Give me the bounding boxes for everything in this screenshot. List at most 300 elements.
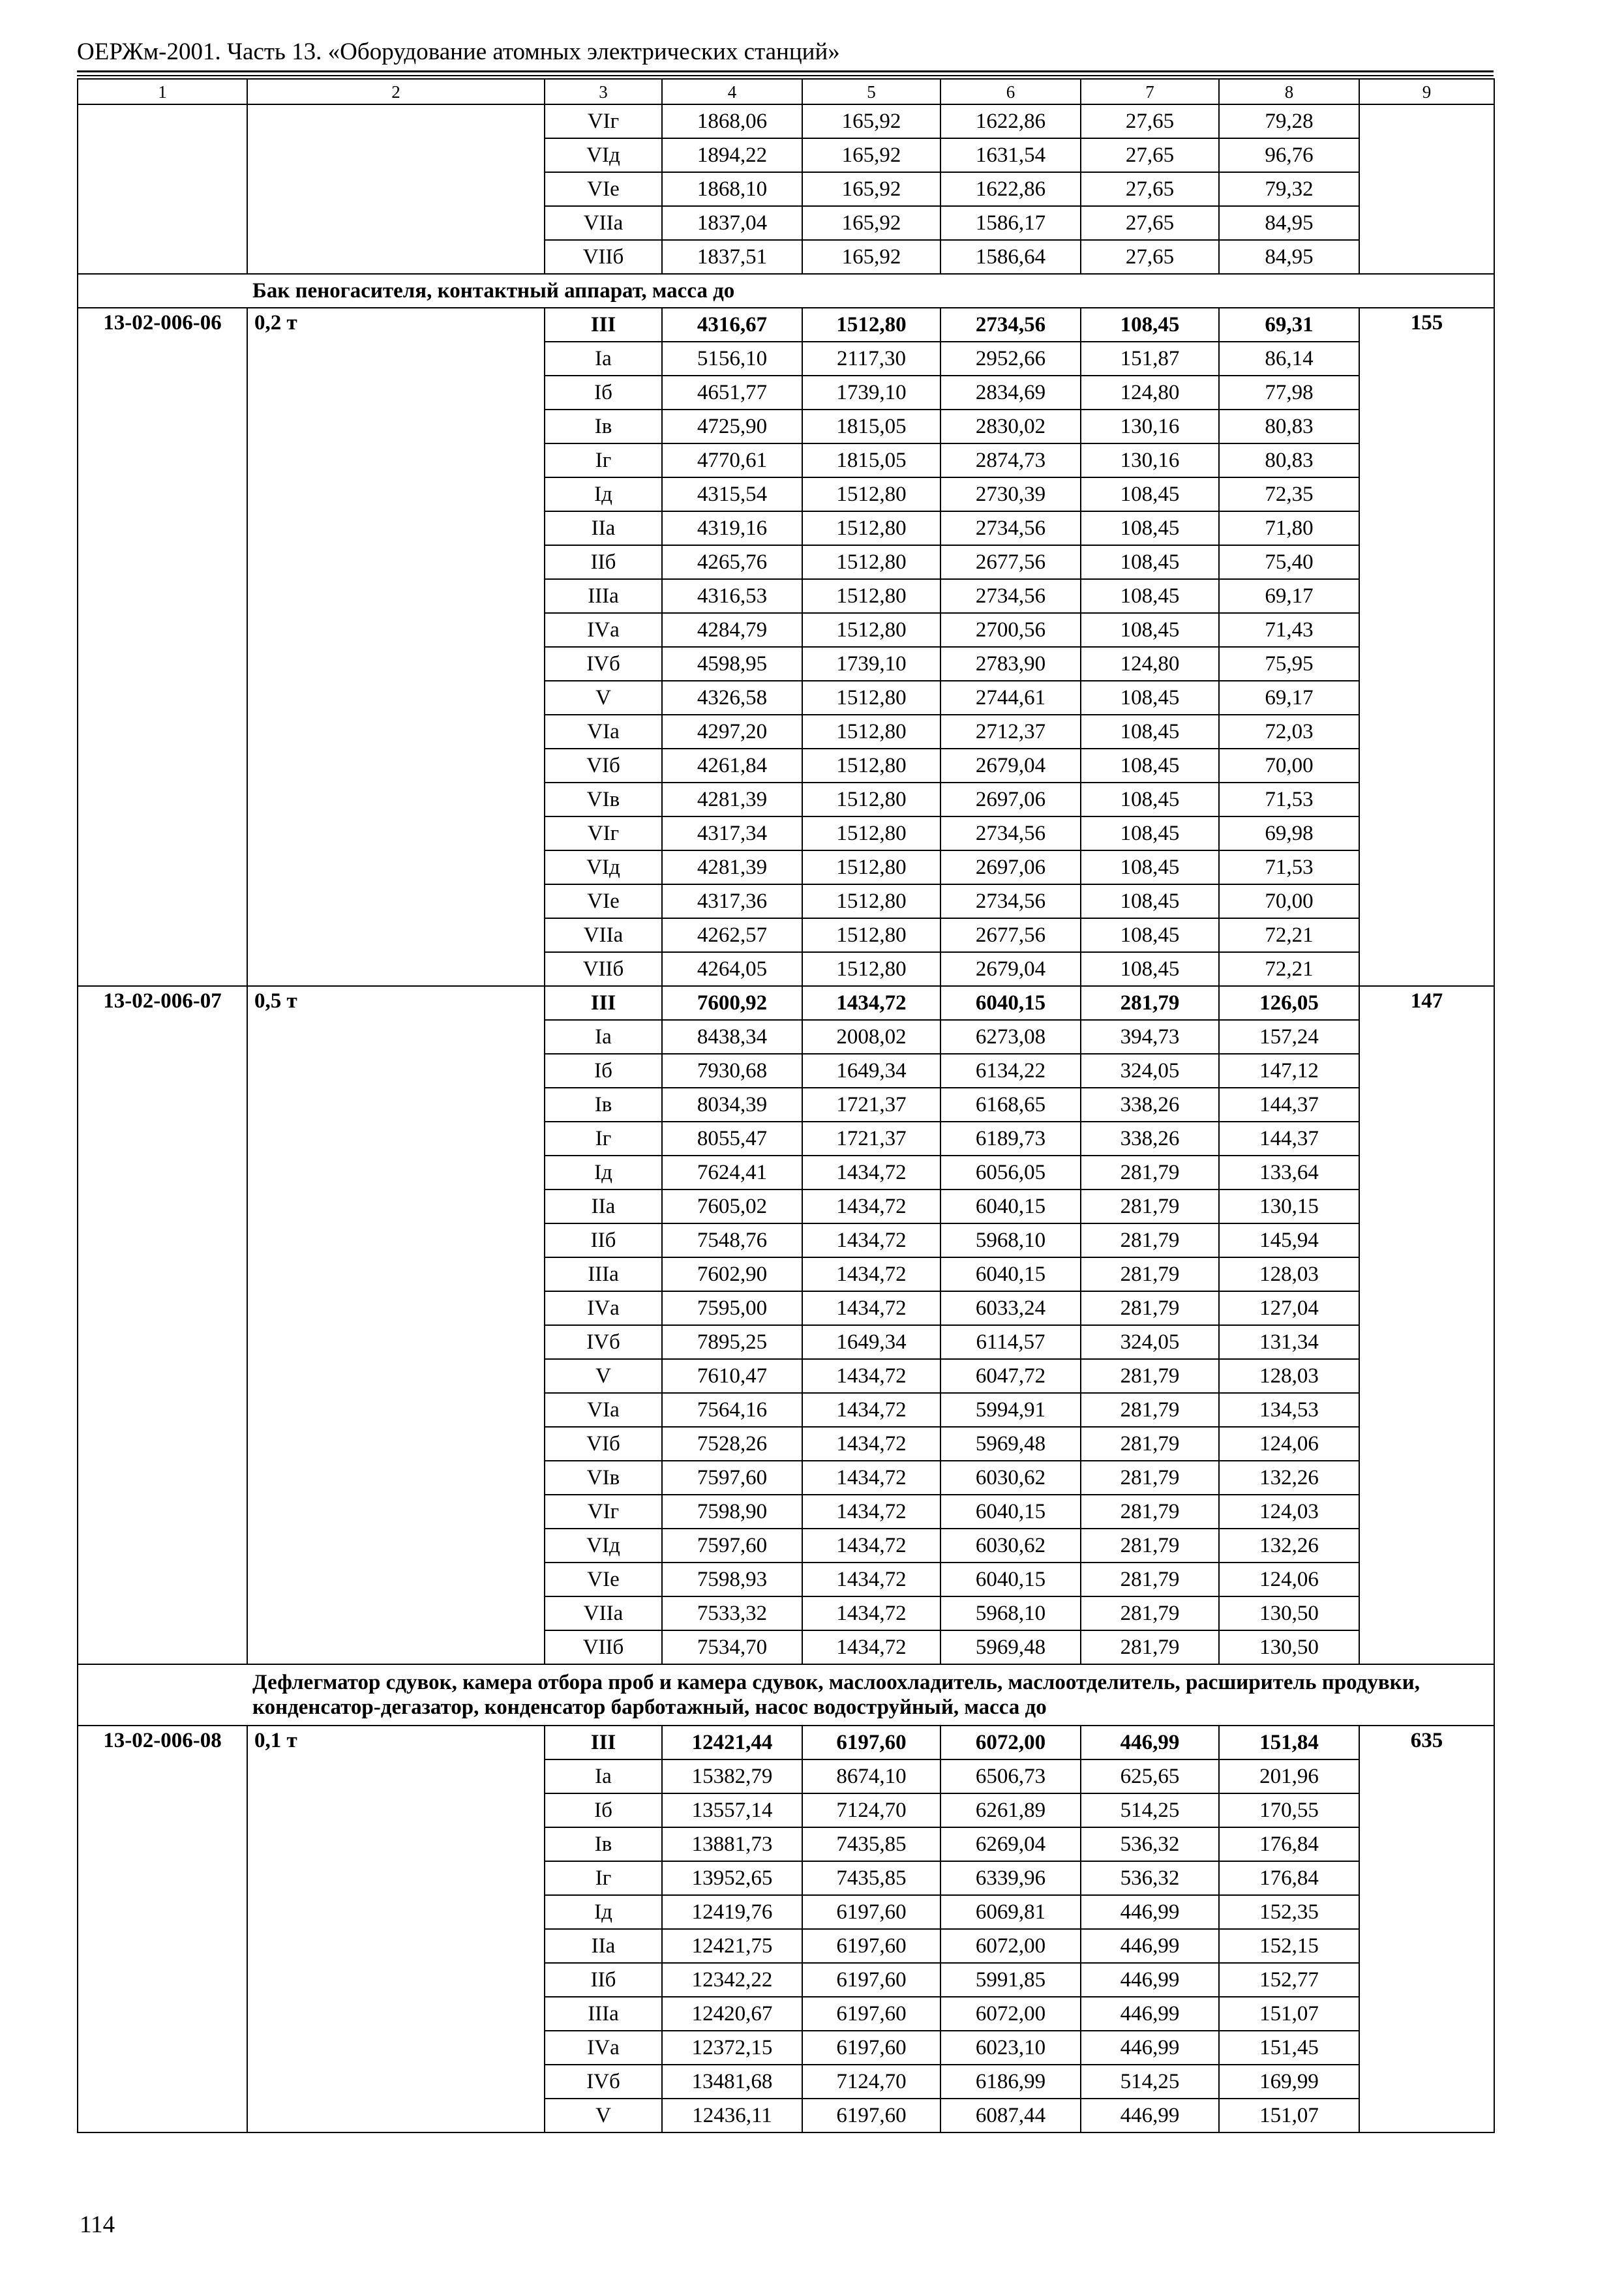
value-cell: 151,45 (1219, 2031, 1359, 2065)
value-cell: 71,53 (1219, 850, 1359, 884)
zone-cell: IIб (545, 1963, 662, 1997)
value-cell: 124,80 (1081, 376, 1219, 410)
value-cell: 108,45 (1081, 884, 1219, 918)
value-cell: 281,79 (1081, 1529, 1219, 1563)
value-cell: 1512,80 (802, 918, 940, 952)
value-cell: 151,07 (1219, 1997, 1359, 2031)
value-cell: 4651,77 (662, 376, 802, 410)
value-cell: 15382,79 (662, 1759, 802, 1793)
value-cell: 7533,32 (662, 1596, 802, 1630)
zone-cell: V (545, 681, 662, 715)
value-cell: 446,99 (1081, 2031, 1219, 2065)
section-heading-row (78, 274, 1494, 308)
value-cell: 7534,70 (662, 1630, 802, 1664)
zone-cell: VIг (545, 816, 662, 850)
zone-cell: VIв (545, 1461, 662, 1495)
value-cell: 8438,34 (662, 1020, 802, 1054)
value-cell: 1512,80 (802, 850, 940, 884)
value-cell: 165,92 (802, 172, 940, 206)
value-cell: 4317,36 (662, 884, 802, 918)
value-cell: 108,45 (1081, 952, 1219, 986)
zone-cell: IIб (545, 545, 662, 579)
value-cell: 27,65 (1081, 138, 1219, 172)
value-cell: 4317,34 (662, 816, 802, 850)
column-number-cell: 5 (802, 79, 940, 104)
value-cell: 6261,89 (940, 1793, 1081, 1827)
value-cell: 281,79 (1081, 1393, 1219, 1427)
value-cell: 446,99 (1081, 1726, 1219, 1759)
zone-cell: Iб (545, 1054, 662, 1088)
value-cell: 75,95 (1219, 647, 1359, 681)
value-cell: 1434,72 (802, 1291, 940, 1325)
value-cell: 128,03 (1219, 1257, 1359, 1291)
value-cell: 130,16 (1081, 410, 1219, 443)
value-cell: 2830,02 (940, 410, 1081, 443)
value-cell: 2697,06 (940, 783, 1081, 816)
value-cell: 124,06 (1219, 1563, 1359, 1596)
value-cell: 152,35 (1219, 1895, 1359, 1929)
value-cell: 281,79 (1081, 986, 1219, 1020)
value-cell: 1512,80 (802, 545, 940, 579)
value-cell: 71,43 (1219, 613, 1359, 647)
value-cell: 446,99 (1081, 1895, 1219, 1929)
value-cell: 108,45 (1081, 545, 1219, 579)
value-cell: 2697,06 (940, 850, 1081, 884)
value-cell: 151,87 (1081, 342, 1219, 376)
value-cell: 4264,05 (662, 952, 802, 986)
value-cell: 1512,80 (802, 613, 940, 647)
value-cell: 1434,72 (802, 1359, 940, 1393)
value-cell: 108,45 (1081, 783, 1219, 816)
zone-cell: VIд (545, 850, 662, 884)
value-cell: 157,24 (1219, 1020, 1359, 1054)
value-cell: 77,98 (1219, 376, 1359, 410)
value-cell: 536,32 (1081, 1861, 1219, 1895)
value-cell: 2734,56 (940, 884, 1081, 918)
value-cell: 108,45 (1081, 918, 1219, 952)
value-cell: 1434,72 (802, 1596, 940, 1630)
value-cell: 338,26 (1081, 1088, 1219, 1122)
value-cell: 2679,04 (940, 749, 1081, 783)
zone-cell: VIе (545, 884, 662, 918)
column-number-cell: 7 (1081, 79, 1219, 104)
value-cell: 394,73 (1081, 1020, 1219, 1054)
zone-cell: IIIа (545, 1257, 662, 1291)
value-cell: 144,37 (1219, 1088, 1359, 1122)
value-cell: 6087,44 (940, 2099, 1081, 2132)
value-cell: 86,14 (1219, 342, 1359, 376)
value-cell: 69,98 (1219, 816, 1359, 850)
mass-cell (247, 104, 545, 274)
value-cell: 130,15 (1219, 1189, 1359, 1223)
value-cell: 12342,22 (662, 1963, 802, 1997)
mass-cell: 0,5 т (247, 986, 545, 1664)
mass-cell: 0,2 т (247, 308, 545, 986)
page-number: 114 (80, 2211, 115, 2238)
value-cell: 281,79 (1081, 1156, 1219, 1189)
zone-cell: IVб (545, 1325, 662, 1359)
value-cell: 5968,10 (940, 1596, 1081, 1630)
zone-cell: VIе (545, 172, 662, 206)
value-cell: 1434,72 (802, 1630, 940, 1664)
value-cell: 6040,15 (940, 986, 1081, 1020)
value-cell: 71,53 (1219, 783, 1359, 816)
value-cell: 2677,56 (940, 918, 1081, 952)
zone-cell: Iд (545, 1156, 662, 1189)
value-cell: 80,83 (1219, 443, 1359, 477)
value-cell: 1512,80 (802, 816, 940, 850)
zone-cell: VIв (545, 783, 662, 816)
value-cell: 4770,61 (662, 443, 802, 477)
zone-cell: VIе (545, 1563, 662, 1596)
value-cell: 13952,65 (662, 1861, 802, 1895)
rate-code-cell: 13-02-006-06 (78, 308, 247, 986)
rate-code-cell: 13-02-006-08 (78, 1726, 247, 2132)
value-cell: 6040,15 (940, 1189, 1081, 1223)
column-number-cell: 1 (78, 79, 247, 104)
zone-cell: Iг (545, 1122, 662, 1156)
value-cell: 625,65 (1081, 1759, 1219, 1793)
value-cell: 2734,56 (940, 816, 1081, 850)
value-cell: 12420,67 (662, 1997, 802, 2031)
value-cell: 7528,26 (662, 1427, 802, 1461)
value-cell: 1815,05 (802, 410, 940, 443)
column-number-cell: 6 (940, 79, 1081, 104)
value-cell: 4284,79 (662, 613, 802, 647)
value-cell: 69,17 (1219, 681, 1359, 715)
value-cell: 2008,02 (802, 1020, 940, 1054)
value-cell: 1512,80 (802, 477, 940, 511)
units-cell (1359, 104, 1494, 274)
zone-cell: Iг (545, 1861, 662, 1895)
value-cell: 7602,90 (662, 1257, 802, 1291)
value-cell: 7564,16 (662, 1393, 802, 1427)
value-cell: 84,95 (1219, 240, 1359, 274)
zone-cell: V (545, 1359, 662, 1393)
value-cell: 5994,91 (940, 1393, 1081, 1427)
value-cell: 281,79 (1081, 1291, 1219, 1325)
value-cell: 6273,08 (940, 1020, 1081, 1054)
value-cell: 12436,11 (662, 2099, 802, 2132)
value-cell: 2783,90 (940, 647, 1081, 681)
zone-cell: III (545, 986, 662, 1020)
table-row (78, 104, 1494, 138)
value-cell: 281,79 (1081, 1461, 1219, 1495)
zone-cell: IIа (545, 511, 662, 545)
section-heading: Бак пеногасителя, контактный аппарат, масса до (247, 274, 1494, 308)
value-cell: 13481,68 (662, 2065, 802, 2099)
column-number-cell: 8 (1219, 79, 1359, 104)
value-cell: 1586,17 (940, 206, 1081, 240)
value-cell: 108,45 (1081, 850, 1219, 884)
value-cell: 1721,37 (802, 1088, 940, 1122)
value-cell: 1622,86 (940, 172, 1081, 206)
value-cell: 72,03 (1219, 715, 1359, 749)
value-cell: 536,32 (1081, 1827, 1219, 1861)
value-cell: 6072,00 (940, 1929, 1081, 1963)
value-cell: 8034,39 (662, 1088, 802, 1122)
value-cell: 72,21 (1219, 952, 1359, 986)
zone-cell: VIг (545, 104, 662, 138)
value-cell: 2677,56 (940, 545, 1081, 579)
value-cell: 80,83 (1219, 410, 1359, 443)
zone-cell: Iа (545, 1020, 662, 1054)
value-cell: 75,40 (1219, 545, 1359, 579)
value-cell: 7435,85 (802, 1827, 940, 1861)
value-cell: 6033,24 (940, 1291, 1081, 1325)
value-cell: 152,15 (1219, 1929, 1359, 1963)
zone-cell: IIа (545, 1929, 662, 1963)
zone-cell: VIг (545, 1495, 662, 1529)
value-cell: 132,26 (1219, 1461, 1359, 1495)
value-cell: 131,34 (1219, 1325, 1359, 1359)
value-cell: 1434,72 (802, 986, 940, 1020)
value-cell: 165,92 (802, 138, 940, 172)
value-cell: 446,99 (1081, 2099, 1219, 2132)
value-cell: 338,26 (1081, 1122, 1219, 1156)
value-cell: 130,50 (1219, 1630, 1359, 1664)
zone-cell: VIIб (545, 240, 662, 274)
value-cell: 8674,10 (802, 1759, 940, 1793)
value-cell: 79,28 (1219, 104, 1359, 138)
value-cell: 7624,41 (662, 1156, 802, 1189)
value-cell: 69,31 (1219, 308, 1359, 342)
value-cell: 281,79 (1081, 1563, 1219, 1596)
value-cell: 281,79 (1081, 1427, 1219, 1461)
zone-cell: VIа (545, 715, 662, 749)
value-cell: 1586,64 (940, 240, 1081, 274)
value-cell: 2712,37 (940, 715, 1081, 749)
header-rule-secondary (77, 75, 1494, 76)
value-cell: 2874,73 (940, 443, 1081, 477)
value-cell: 7610,47 (662, 1359, 802, 1393)
value-cell: 169,99 (1219, 2065, 1359, 2099)
value-cell: 1434,72 (802, 1563, 940, 1596)
value-cell: 72,35 (1219, 477, 1359, 511)
value-cell: 128,03 (1219, 1359, 1359, 1393)
value-cell: 124,03 (1219, 1495, 1359, 1529)
value-cell: 7597,60 (662, 1461, 802, 1495)
table-row (78, 308, 1494, 342)
value-cell: 147,12 (1219, 1054, 1359, 1088)
zone-cell: Iа (545, 1759, 662, 1793)
value-cell: 7605,02 (662, 1189, 802, 1223)
mass-cell: 0,1 т (247, 1726, 545, 2132)
value-cell: 6040,15 (940, 1495, 1081, 1529)
table-body (78, 79, 1494, 2132)
value-cell: 176,84 (1219, 1861, 1359, 1895)
value-cell: 1721,37 (802, 1122, 940, 1156)
zone-cell: IIа (545, 1189, 662, 1223)
value-cell: 1434,72 (802, 1156, 940, 1189)
value-cell: 70,00 (1219, 884, 1359, 918)
section-heading: Дефлегматор сдувок, камера отбора проб и камера сдувок, маслоохладитель, маслоотделитель, расширитель продувки, конденсатор-дегазатор, конденсатор барботажный, насос водоструйный, масса до (247, 1664, 1494, 1726)
value-cell: 324,05 (1081, 1325, 1219, 1359)
zone-cell: III (545, 308, 662, 342)
value-cell: 281,79 (1081, 1359, 1219, 1393)
value-cell: 108,45 (1081, 511, 1219, 545)
value-cell: 4315,54 (662, 477, 802, 511)
value-cell: 281,79 (1081, 1257, 1219, 1291)
value-cell: 130,16 (1081, 443, 1219, 477)
zone-cell: Iа (545, 342, 662, 376)
value-cell: 5156,10 (662, 342, 802, 376)
value-cell: 126,05 (1219, 986, 1359, 1020)
value-cell: 281,79 (1081, 1596, 1219, 1630)
value-cell: 1434,72 (802, 1189, 940, 1223)
rate-code-cell: 13-02-006-07 (78, 986, 247, 1664)
value-cell: 6197,60 (802, 1726, 940, 1759)
value-cell: 1512,80 (802, 715, 940, 749)
zone-cell: VIб (545, 1427, 662, 1461)
section-empty-cell (78, 274, 247, 308)
value-cell: 6339,96 (940, 1861, 1081, 1895)
zone-cell: VIд (545, 138, 662, 172)
value-cell: 1894,22 (662, 138, 802, 172)
value-cell: 2834,69 (940, 376, 1081, 410)
value-cell: 71,80 (1219, 511, 1359, 545)
value-cell: 324,05 (1081, 1054, 1219, 1088)
value-cell: 1739,10 (802, 376, 940, 410)
value-cell: 4598,95 (662, 647, 802, 681)
value-cell: 13557,14 (662, 1793, 802, 1827)
zone-cell: Iв (545, 1088, 662, 1122)
zone-cell: V (545, 2099, 662, 2132)
rate-code-cell (78, 104, 247, 274)
zone-cell: Iд (545, 1895, 662, 1929)
value-cell: 133,64 (1219, 1156, 1359, 1189)
value-cell: 4316,53 (662, 579, 802, 613)
value-cell: 281,79 (1081, 1223, 1219, 1257)
value-cell: 6197,60 (802, 1929, 940, 1963)
value-cell: 27,65 (1081, 240, 1219, 274)
value-cell: 4725,90 (662, 410, 802, 443)
value-cell: 1512,80 (802, 884, 940, 918)
header-rule (77, 70, 1494, 72)
value-cell: 446,99 (1081, 1963, 1219, 1997)
zone-cell: VIд (545, 1529, 662, 1563)
zone-cell: IIб (545, 1223, 662, 1257)
section-empty-cell (78, 1664, 247, 1726)
value-cell: 108,45 (1081, 749, 1219, 783)
value-cell: 79,32 (1219, 172, 1359, 206)
value-cell: 2679,04 (940, 952, 1081, 986)
value-cell: 12421,44 (662, 1726, 802, 1759)
value-cell: 27,65 (1081, 206, 1219, 240)
value-cell: 1512,80 (802, 308, 940, 342)
value-cell: 27,65 (1081, 104, 1219, 138)
zone-cell: Iб (545, 1793, 662, 1827)
value-cell: 1837,04 (662, 206, 802, 240)
value-cell: 2952,66 (940, 342, 1081, 376)
page-header-title: ОЕРЖм-2001. Часть 13. «Оборудование атомных электрических станций» (77, 38, 840, 65)
zone-cell: VIб (545, 749, 662, 783)
zone-cell: IVа (545, 2031, 662, 2065)
value-cell: 1512,80 (802, 952, 940, 986)
value-cell: 6197,60 (802, 2031, 940, 2065)
value-cell: 124,80 (1081, 647, 1219, 681)
value-cell: 1434,72 (802, 1257, 940, 1291)
column-number-cell: 2 (247, 79, 545, 104)
units-cell: 635 (1359, 1726, 1494, 2132)
value-cell: 7600,92 (662, 986, 802, 1020)
value-cell: 13881,73 (662, 1827, 802, 1861)
value-cell: 5969,48 (940, 1427, 1081, 1461)
value-cell: 1512,80 (802, 783, 940, 816)
value-cell: 1512,80 (802, 511, 940, 545)
value-cell: 1868,06 (662, 104, 802, 138)
value-cell: 7435,85 (802, 1861, 940, 1895)
zone-cell: IVа (545, 1291, 662, 1325)
value-cell: 6072,00 (940, 1726, 1081, 1759)
value-cell: 5991,85 (940, 1963, 1081, 1997)
zone-cell: IVб (545, 2065, 662, 2099)
value-cell: 4281,39 (662, 850, 802, 884)
value-cell: 108,45 (1081, 613, 1219, 647)
column-number-cell: 3 (545, 79, 662, 104)
value-cell: 134,53 (1219, 1393, 1359, 1427)
value-cell: 165,92 (802, 104, 940, 138)
value-cell: 7598,90 (662, 1495, 802, 1529)
value-cell: 7597,60 (662, 1529, 802, 1563)
value-cell: 446,99 (1081, 1929, 1219, 1963)
zone-cell: Iв (545, 1827, 662, 1861)
value-cell: 84,95 (1219, 206, 1359, 240)
value-cell: 5969,48 (940, 1630, 1081, 1664)
zone-cell: Iд (545, 477, 662, 511)
value-cell: 6197,60 (802, 1963, 940, 1997)
value-cell: 281,79 (1081, 1189, 1219, 1223)
value-cell: 1622,86 (940, 104, 1081, 138)
value-cell: 124,06 (1219, 1427, 1359, 1461)
zone-cell: Iг (545, 443, 662, 477)
value-cell: 7598,93 (662, 1563, 802, 1596)
value-cell: 1868,10 (662, 172, 802, 206)
value-cell: 6506,73 (940, 1759, 1081, 1793)
zone-cell: Iб (545, 376, 662, 410)
value-cell: 446,99 (1081, 1997, 1219, 2031)
value-cell: 6040,15 (940, 1563, 1081, 1596)
value-cell: 1649,34 (802, 1054, 940, 1088)
value-cell: 6040,15 (940, 1257, 1081, 1291)
value-cell: 281,79 (1081, 1630, 1219, 1664)
value-cell: 1815,05 (802, 443, 940, 477)
value-cell: 4265,76 (662, 545, 802, 579)
value-cell: 1512,80 (802, 749, 940, 783)
value-cell: 4281,39 (662, 783, 802, 816)
table-row (78, 986, 1494, 1020)
zone-cell: IIIа (545, 579, 662, 613)
value-cell: 170,55 (1219, 1793, 1359, 1827)
value-cell: 127,04 (1219, 1291, 1359, 1325)
value-cell: 6056,05 (940, 1156, 1081, 1189)
value-cell: 6269,04 (940, 1827, 1081, 1861)
value-cell: 6072,00 (940, 1997, 1081, 2031)
value-cell: 108,45 (1081, 681, 1219, 715)
value-cell: 2734,56 (940, 579, 1081, 613)
price-table (77, 78, 1495, 2133)
value-cell: 176,84 (1219, 1827, 1359, 1861)
value-cell: 1434,72 (802, 1393, 940, 1427)
table-row (78, 1726, 1494, 1759)
value-cell: 7124,70 (802, 2065, 940, 2099)
value-cell: 1434,72 (802, 1495, 940, 1529)
value-cell: 6114,57 (940, 1325, 1081, 1359)
value-cell: 2117,30 (802, 342, 940, 376)
value-cell: 2730,39 (940, 477, 1081, 511)
value-cell: 1434,72 (802, 1427, 940, 1461)
zone-cell: IVа (545, 613, 662, 647)
